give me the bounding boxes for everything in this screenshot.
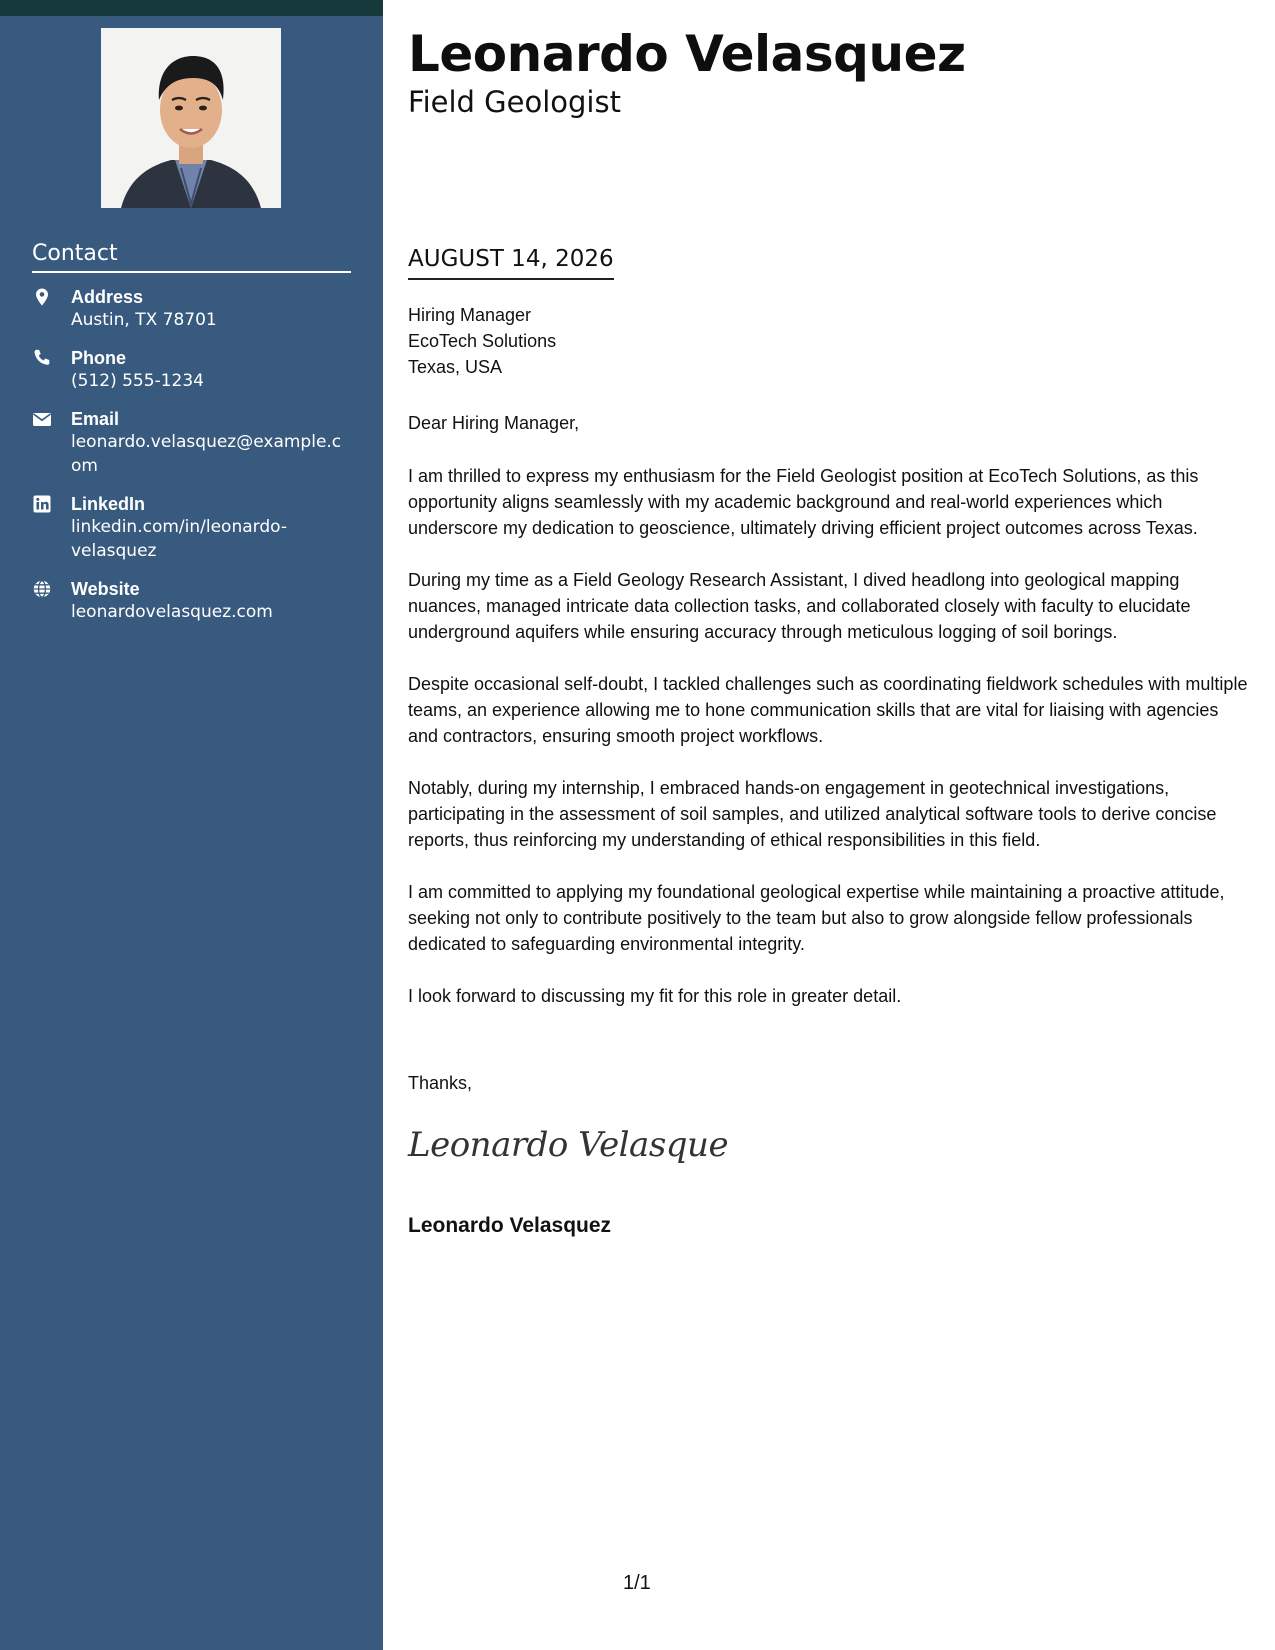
contact-label: Address (71, 287, 144, 307)
signature-text: Leonardo Velasque (408, 1125, 729, 1165)
globe-icon (32, 579, 52, 599)
body-paragraph: Notably, during my internship, I embraced hands-on engagement in geotechnical investigations, participating in the assessment of soil samples, and utilized analytical software tools to derive concise reports, thus reinforcing my understanding of ethical responsibilities in this field. (408, 778, 1217, 850)
recipient-block (408, 302, 556, 380)
contact-heading: Contact (32, 240, 351, 273)
website-link[interactable]: leonardovelasquez.com (71, 602, 273, 622)
linkedin-icon (32, 494, 52, 514)
contact-item-linkedin (32, 493, 352, 563)
sidebar-top-bar (0, 0, 383, 16)
linkedin-link[interactable]: linkedin.com/in/leonardo-velasquez (71, 517, 287, 561)
letter-body (408, 463, 1248, 1035)
body-paragraph: I am thrilled to express my enthusiasm for the Field Geologist position at EcoTech Solutions, as this opportunity aligns seamlessly with my academic background and real-world experiences which underscore my dedication to geoscience, ultimately driving efficient project outcomes across Texas. (408, 466, 1199, 538)
signed-name: Leonardo Velasquez (408, 1214, 612, 1237)
contact-item-email (32, 408, 352, 478)
recipient-line: Hiring Manager (408, 305, 532, 325)
profile-photo (101, 28, 281, 208)
address-value: Austin, TX 78701 (71, 310, 217, 330)
phone-value[interactable]: (512) 555-1234 (71, 371, 204, 391)
body-paragraph: I am committed to applying my foundational geological expertise while maintaining a proactive attitude, seeking not only to contribute positively to the team but also to grow alongside fellow professionals dedicated to safeguarding environmental integrity. (408, 882, 1225, 954)
sidebar (0, 0, 383, 1650)
handwritten-signature (408, 1118, 729, 1174)
salutation: Dear Hiring Manager, (408, 413, 580, 433)
location-pin-icon (32, 287, 52, 307)
contact-item-address (32, 286, 352, 332)
closing: Thanks, (408, 1073, 473, 1093)
body-paragraph: I look forward to discussing my fit for this role in greater detail. (408, 986, 902, 1006)
page-number: 1/1 (623, 1572, 651, 1594)
contact-label: LinkedIn (71, 494, 146, 514)
body-paragraph: During my time as a Field Geology Research Assistant, I dived headlong into geological mapping nuances, managed intricate data collection tasks, and collaborated closely with faculty to elucidate underground aquifers while ensuring accuracy through meticulous logging of soil borings. (408, 570, 1191, 642)
recipient-line: Texas, USA (408, 357, 503, 377)
phone-icon (32, 348, 52, 368)
avatar (101, 28, 281, 208)
applicant-name: Leonardo Velasquez (408, 25, 966, 83)
contact-item-phone (32, 347, 352, 393)
contact-item-website (32, 578, 352, 624)
body-paragraph: Despite occasional self-doubt, I tackled challenges such as coordinating fieldwork schedules with multiple teams, an experience allowing me to hone communication skills that are vital for liaising with agencies and contractors, ensuring smooth project workflows. (408, 674, 1248, 746)
letter-date: AUGUST 14, 2026 (408, 244, 614, 280)
envelope-icon (32, 409, 52, 429)
contact-label: Email (71, 409, 120, 429)
contact-label: Phone (71, 348, 127, 368)
recipient-line: EcoTech Solutions (408, 331, 557, 351)
job-title: Field Geologist (408, 85, 621, 119)
contact-label: Website (71, 579, 140, 599)
contact-list (32, 286, 352, 639)
email-link[interactable]: leonardo.velasquez@example.com (71, 432, 342, 476)
